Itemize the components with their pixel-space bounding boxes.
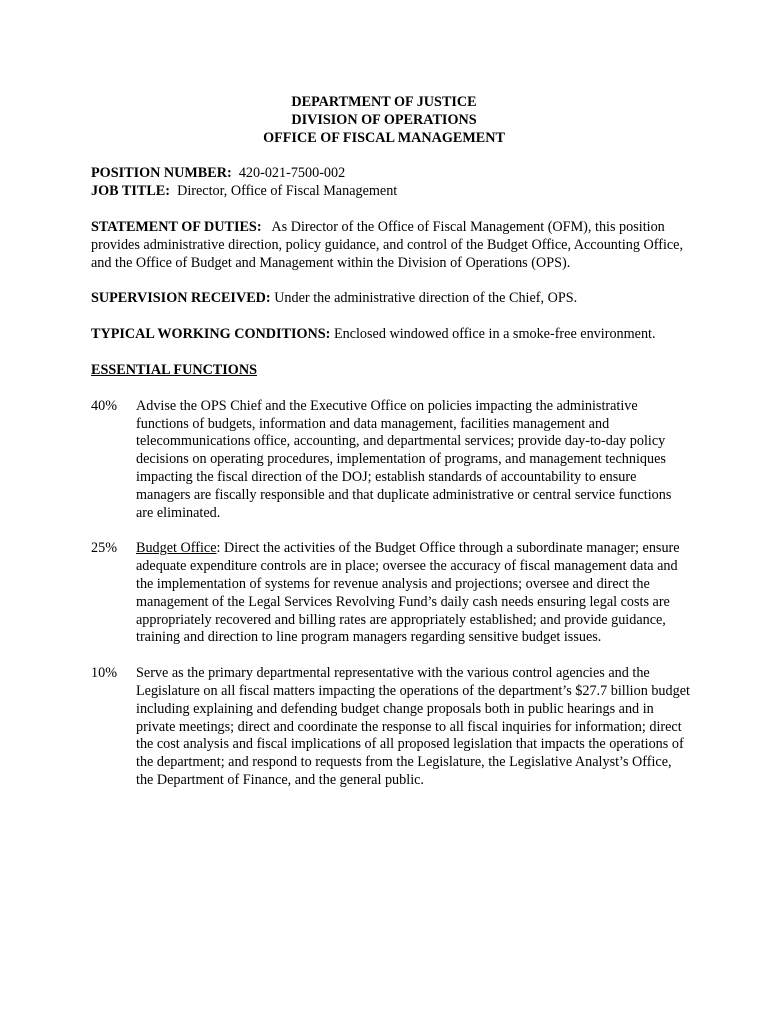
position-number-row <box>91 165 691 183</box>
essential-functions-heading: ESSENTIAL FUNCTIONS <box>91 361 257 378</box>
duties-label: STATEMENT OF DUTIES: <box>91 218 262 235</box>
position-number-value: 420-021-7500-002 <box>238 165 346 182</box>
working-conditions <box>91 326 691 344</box>
budget-office-lead: Budget Office <box>136 540 217 557</box>
function-text: Serve as the primary departmental representative with the various control agencies and the Legislature on all fiscal matters impacting the operations of the department’s $27.7 billion budget including explaining and defending budget change proposals both in public hearings and in private meetings; direct and coordinate the response to all fiscal inquiries for information; direct the cost analysis and fiscal implications of all proposed legislation that impacts the operations of the department; and respond to requests from the Legislature, the Legislative Analyst’s Office, the Department of Finance, and the general public. <box>136 665 690 788</box>
header-office: OFFICE OF FISCAL MANAGEMENT <box>263 129 505 146</box>
function-text: : Direct the activities of the Budget Office through a subordinate manager; ensure adequate expenditure controls are in place; oversee the accuracy of fiscal management data and the implementation of systems for revenue analysis and projections; oversee and direct the management of the Legal Services Revolving Fund’s daily cash needs ensuring legal costs are appropriately recovered and billing rates are appropriately established; and provide guidance, training and direction to line program managers regarding sensitive budget issues. <box>136 540 680 646</box>
document-page <box>91 94 691 790</box>
function-percent: 40% <box>91 397 118 414</box>
header-division: DIVISION OF OPERATIONS <box>291 111 477 128</box>
function-percent: 25% <box>91 540 118 557</box>
job-title-row <box>91 183 691 201</box>
supervision-received <box>91 290 691 308</box>
supervision-label: SUPERVISION RECEIVED: <box>91 290 271 307</box>
document-header <box>77 94 691 147</box>
duties-text: As Director of the Office of Fiscal Management (OFM), this position provides administrative direction, policy guidance, and control of the Budget Office, Accounting Office, and the Office of Budget and Management within the Division of Operations (OPS). <box>91 218 684 271</box>
supervision-text: Under the administrative direction of the Chief, OPS. <box>274 290 578 307</box>
function-item <box>91 540 691 647</box>
function-percent: 10% <box>91 665 118 682</box>
function-item <box>91 665 691 790</box>
conditions-label: TYPICAL WORKING CONDITIONS: <box>91 326 331 343</box>
statement-of-duties <box>91 219 691 272</box>
job-title-label: JOB TITLE: <box>91 183 170 200</box>
function-text-container <box>136 540 691 647</box>
conditions-text: Enclosed windowed office in a smoke-free environment. <box>333 326 656 343</box>
position-info <box>91 165 691 201</box>
header-department: DEPARTMENT OF JUSTICE <box>291 94 477 110</box>
job-title-value: Director, Office of Fiscal Management <box>177 183 398 200</box>
position-number-label: POSITION NUMBER: <box>91 165 232 182</box>
function-text: Advise the OPS Chief and the Executive Office on policies impacting the administrative functions of budgets, information and data management, facilities management and telecommunications office, accounting, and departmental services; provide day-to-day policy decisions on operating procedures, implementation of programs, and management techniques impacting the fiscal direction of the DOJ; establish standards of accountability to ensure managers are fiscally responsible and that duplicate administrative or central service functions are eliminated. <box>136 397 672 521</box>
function-item <box>91 398 691 523</box>
